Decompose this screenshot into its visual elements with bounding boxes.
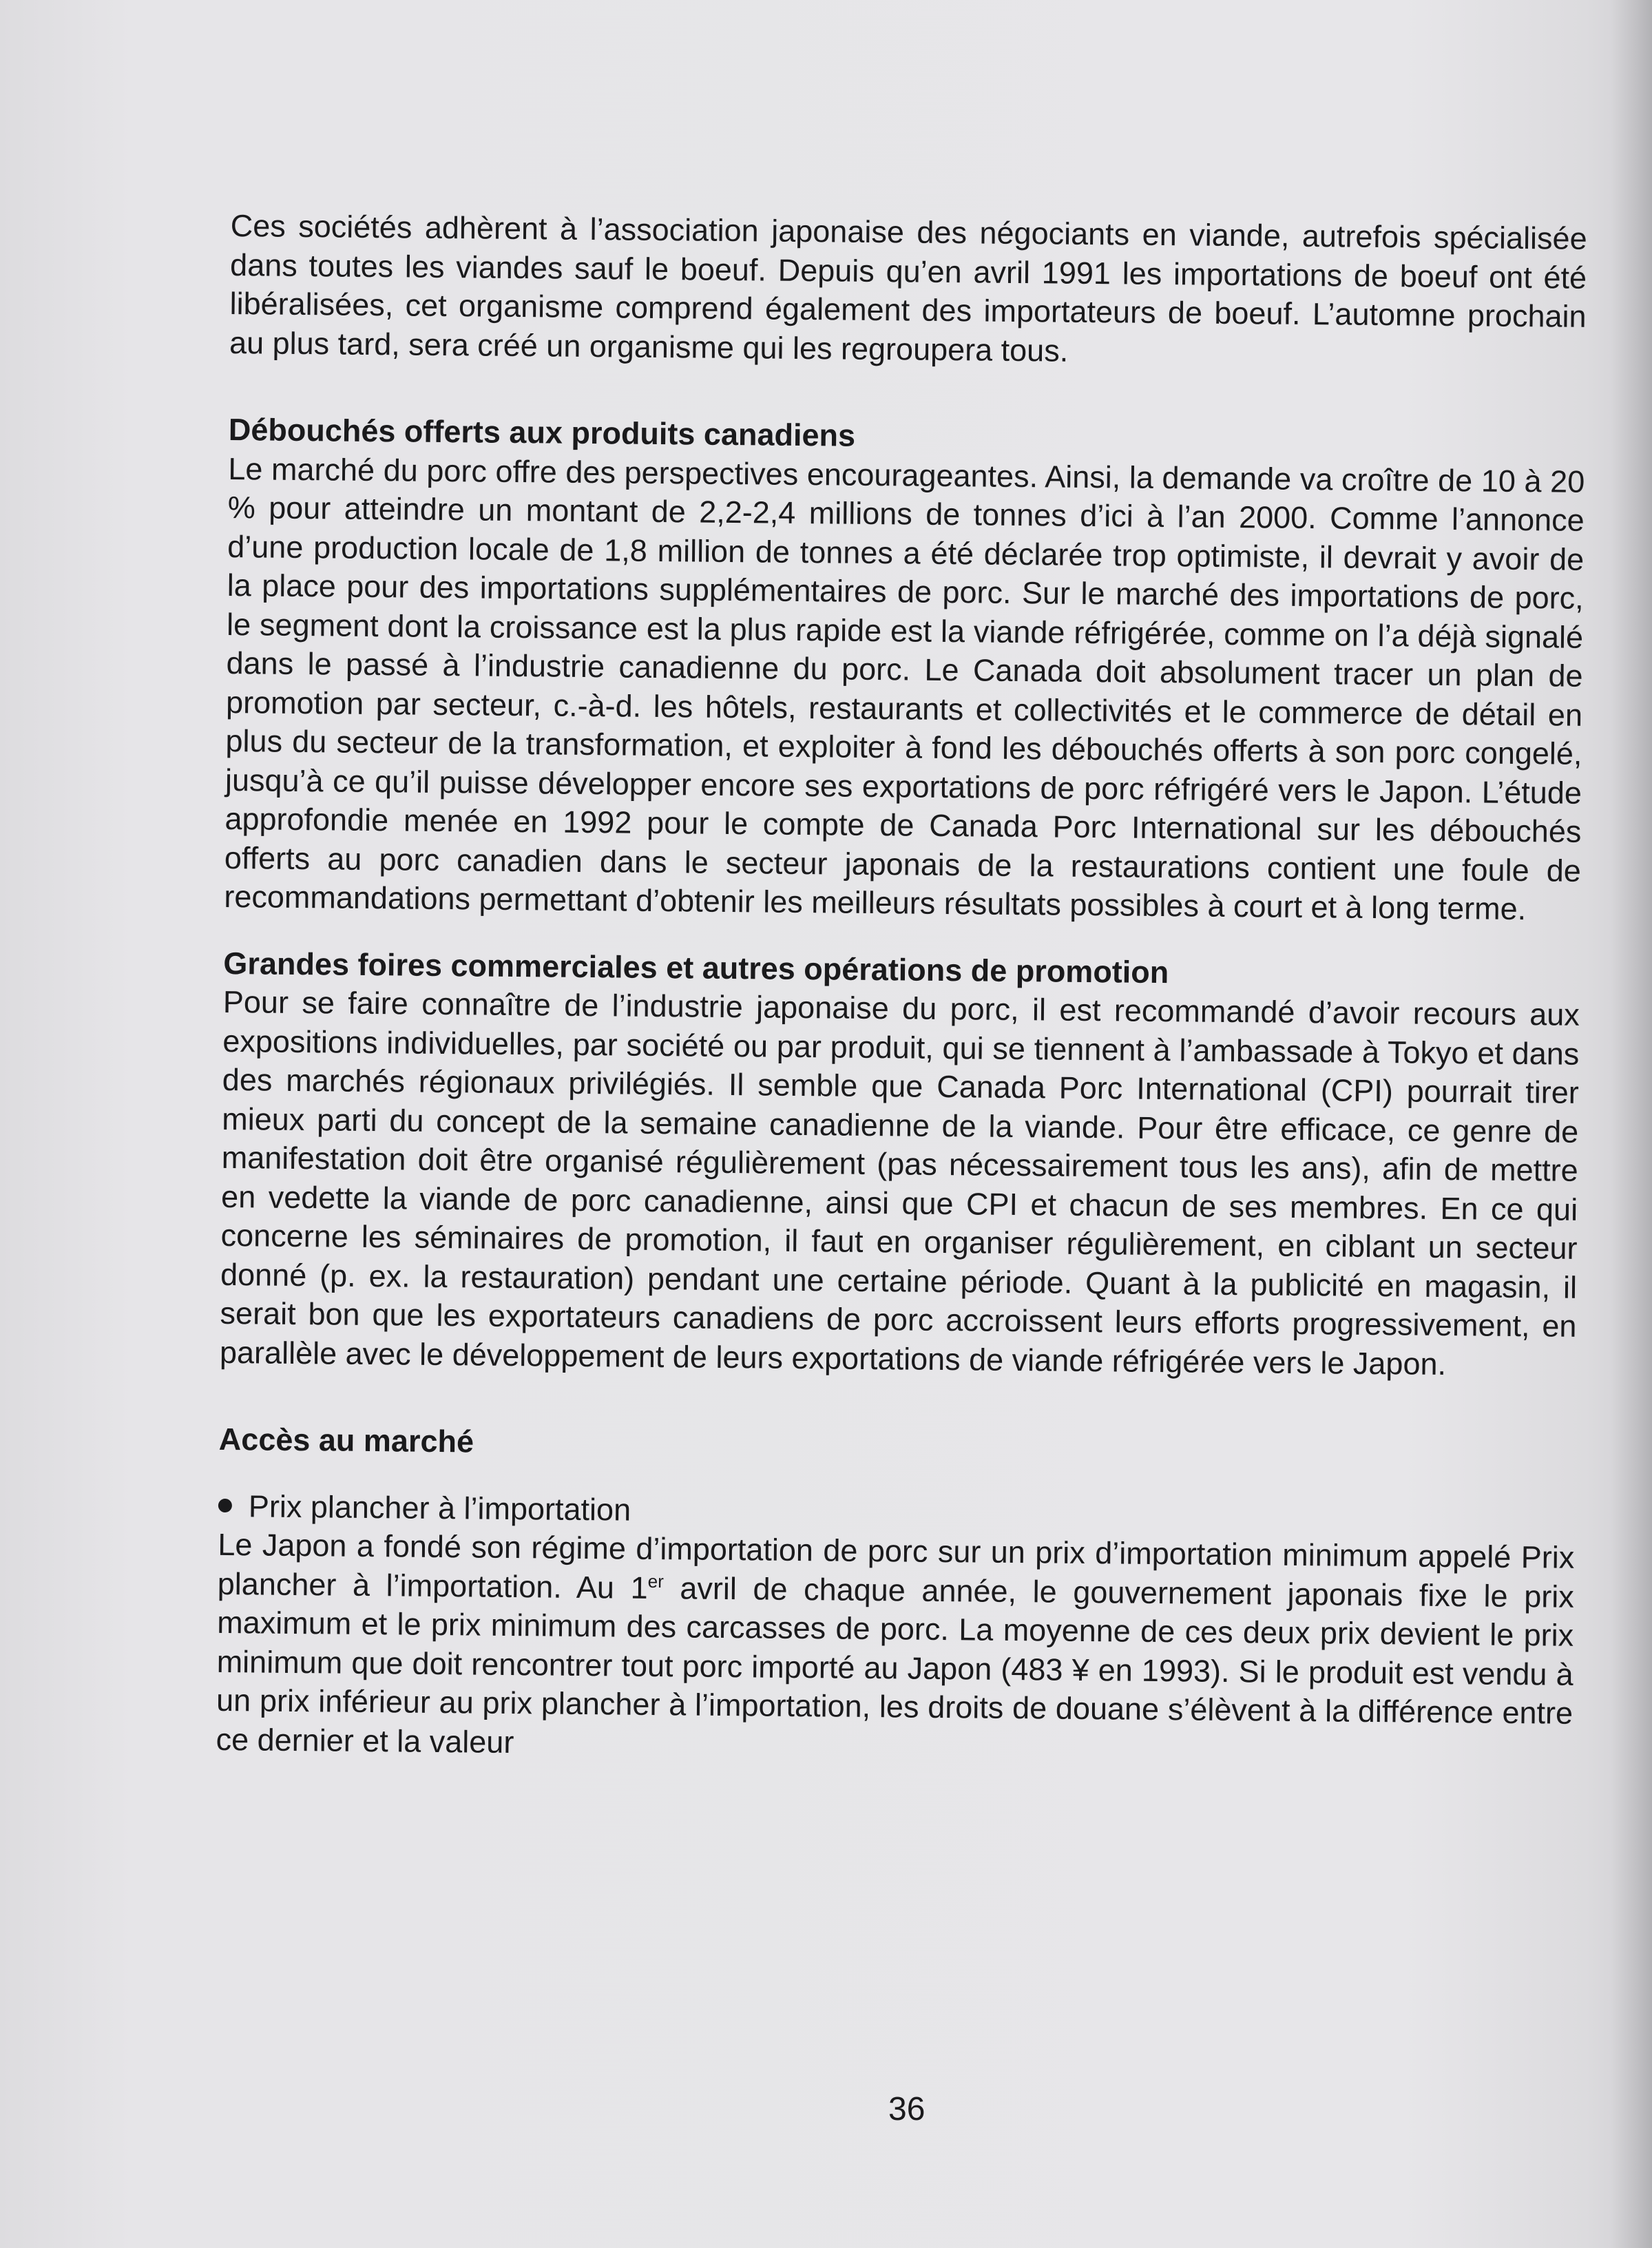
paragraph-foires: Pour se faire connaître de l’industrie japonaise du porc, il est recommandé d’avoir recours aux expositions individuelles, par société ou par produit, qui se tiennent à l’ambassade à Tokyo et dans des marchés régionaux privilégiés. Il semble que Canada Porc International (CPI) pourrait tirer mieux parti du concept de la semaine canadienne de la viande. Pour être efficace, ce genre de manifestation doit être organisé régulièrement (pas nécessairement tous les ans), afin de mettre en vedette la viande de porc canadienne, ainsi que CPI et chacun de ses membres. En ce qui concerne les séminaires de promotion, il faut en organiser régulièrement, en ciblant un secteur donné (p. ex. la restauration) pendant une certaine période. Quant à la publicité en magasin, il serait bon que les exportateurs canadiens de porc accroissent leurs efforts progressivement, en parallèle avec le développement de leurs exportations de viande réfrigérée vers le Japon. [219, 984, 1580, 1382]
book-spine-shadow [1611, 0, 1652, 2248]
page-number: 36 [888, 2091, 926, 2127]
heading-foires: Grandes foires commerciales et autres opérations de promotion [223, 945, 1169, 990]
paragraph-acces [216, 1526, 1574, 1772]
paragraph-debouches: Le marché du porc offre des perspectives encourageantes. Ainsi, la demande va croître de 10 à 20 % pour atteindre un montant de 2,2-2,4 millions de tonnes d’ici à l’an 2000. Comme l’annonce d’une production locale de 1,8 million de tonnes a été déclarée trop optimiste, il devrait y avoir de la place pour des importations supplémentaires de porc. Sur le marché des importations de porc, le segment dont la croissance est la plus rapide est la viande réfrigérée, comme on l’a déjà signalé dans le passé à l’industrie canadienne du porc. Le Canada doit absolument tracer un plan de promotion par secteur, c.-à-d. les hôtels, restaurants et collectivités et le commerce de détail en plus du secteur de la transformation, et exploiter à fond les débouchés offerts à son porc congelé, jusqu’à ce qu’il puisse développer encore ses exportations de porc réfrigéré vers le Japon. L’étude approfondie menée en 1992 pour le compte de Canada Porc International sur les débouchés offerts au porc canadien dans le secteur japonais de la restaurations contient une foule de recommandations permettant d’obtenir les meilleurs résultats possibles à court et à long terme. [224, 450, 1585, 927]
document-body [216, 207, 1587, 1772]
paragraph-associations: Ces sociétés adhèrent à l’association japonaise des négociants en viande, autrefois spécialisée dans toutes les viandes sauf le boeuf. Depuis qu’en avril 1991 les importations de boeuf ont été libéralisées, cet organisme comprend également des importateurs de boeuf. L’automne prochain au plus tard, sera créé un organisme qui les regroupera tous. [229, 207, 1587, 368]
heading-acces: Accès au marché [218, 1421, 474, 1459]
section-debouches [224, 410, 1585, 929]
section-foires [220, 944, 1580, 1384]
bullet-label: Prix plancher à l’importation [248, 1488, 631, 1528]
paragraph-acces-part-1: Le Japon a fondé son régime d’importation de porc sur un prix d’importation minimum appelé Prix plancher à l’importation. Au 1 [217, 1526, 1575, 1605]
ordinal-superscript: er [647, 1570, 665, 1592]
heading-debouches: Débouchés offerts aux produits canadiens [228, 411, 856, 453]
paragraph-acces-part-2: avril de chaque année, le gouvernement japonais fixe le prix maximum et le prix minimum des carcasses de porc. La moyenne de ces deux prix devient le prix minimum que doit rencontrer tout porc importé au Japon (483 ¥ en 1993). Si le produit est vendu à un prix inférieur au prix plancher à l’importation, les droits de douane s’élèvent à la différence entre ce dernier et la valeur [216, 1570, 1574, 1760]
bullet-icon [218, 1499, 232, 1512]
section-acces [216, 1420, 1576, 1772]
